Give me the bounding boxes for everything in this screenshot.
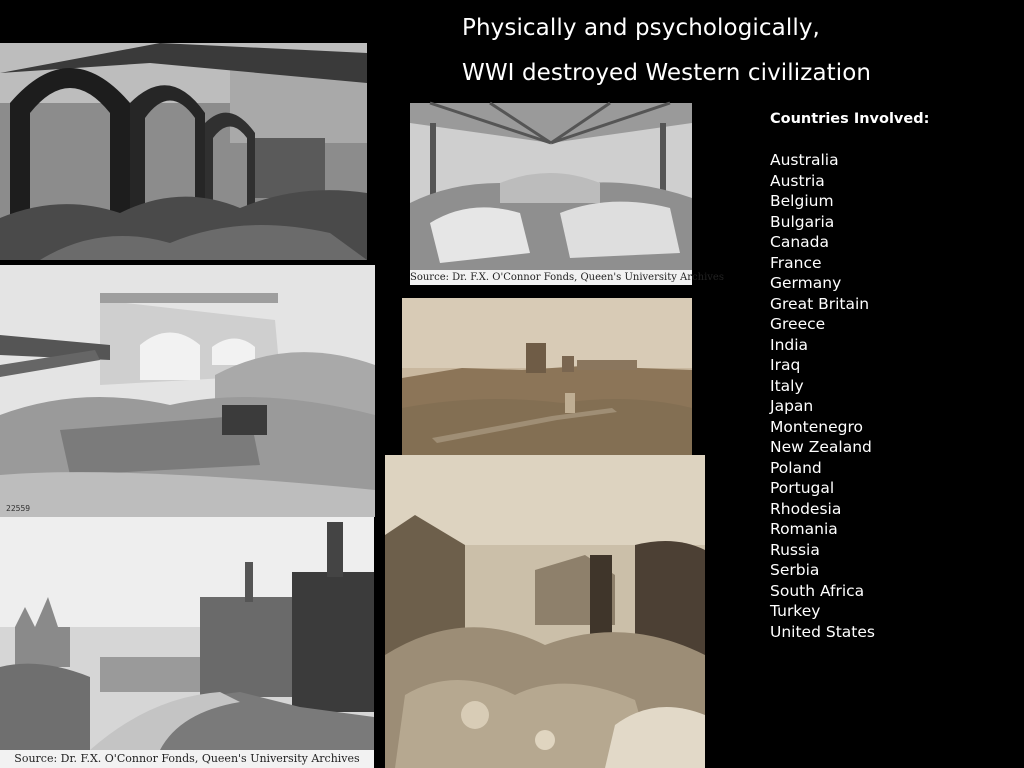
country-item: Australia	[770, 151, 839, 169]
title-line-2: WWI destroyed Western civilization	[462, 60, 872, 86]
viaduct-plate-number: 22559	[6, 504, 31, 513]
country-item: India	[770, 335, 809, 354]
country-item: Canada	[770, 233, 829, 251]
town-rubble-photo	[385, 455, 705, 768]
country-item: Belgium	[770, 192, 834, 210]
church-ruins-photo	[0, 43, 367, 260]
country-item: Italy	[770, 376, 804, 395]
title-line-1: Physically and psychologically,	[462, 15, 820, 41]
viaduct-ruins-photo	[0, 265, 375, 517]
country-item: Greece	[770, 315, 826, 333]
country-item: Austria	[770, 171, 825, 190]
country-item: Portugal	[770, 479, 835, 497]
hospital-tent-photo	[410, 103, 724, 285]
country-item: Serbia	[770, 561, 820, 579]
country-item: Great Britain	[770, 294, 870, 313]
country-item: Poland	[770, 458, 822, 477]
country-item: Japan	[770, 397, 814, 415]
ruined-street-photo	[0, 517, 374, 768]
country-item: France	[770, 253, 822, 272]
country-item: Russia	[770, 540, 820, 559]
country-item: Turkey	[770, 602, 821, 620]
country-item: Montenegro	[770, 417, 864, 436]
country-item: South Africa	[770, 581, 865, 600]
country-item: Bulgaria	[770, 212, 835, 231]
country-item: New Zealand	[770, 438, 872, 456]
country-item: Romania	[770, 520, 838, 538]
country-item: Rhodesia	[770, 499, 842, 518]
countries-heading: Countries Involved:	[770, 111, 930, 127]
country-item: Germany	[770, 274, 842, 292]
hospital-photo-caption: Source: Dr. F.X. O'Connor Fonds, Queen's University Archives	[410, 272, 724, 283]
country-item: United States	[770, 622, 875, 641]
street-photo-caption: Source: Dr. F.X. O'Connor Fonds, Queen's University Archives	[0, 750, 374, 768]
countries-list	[770, 150, 1000, 642]
country-item: Iraq	[770, 356, 801, 374]
slide-title	[462, 6, 982, 96]
countries-panel	[770, 109, 1000, 642]
